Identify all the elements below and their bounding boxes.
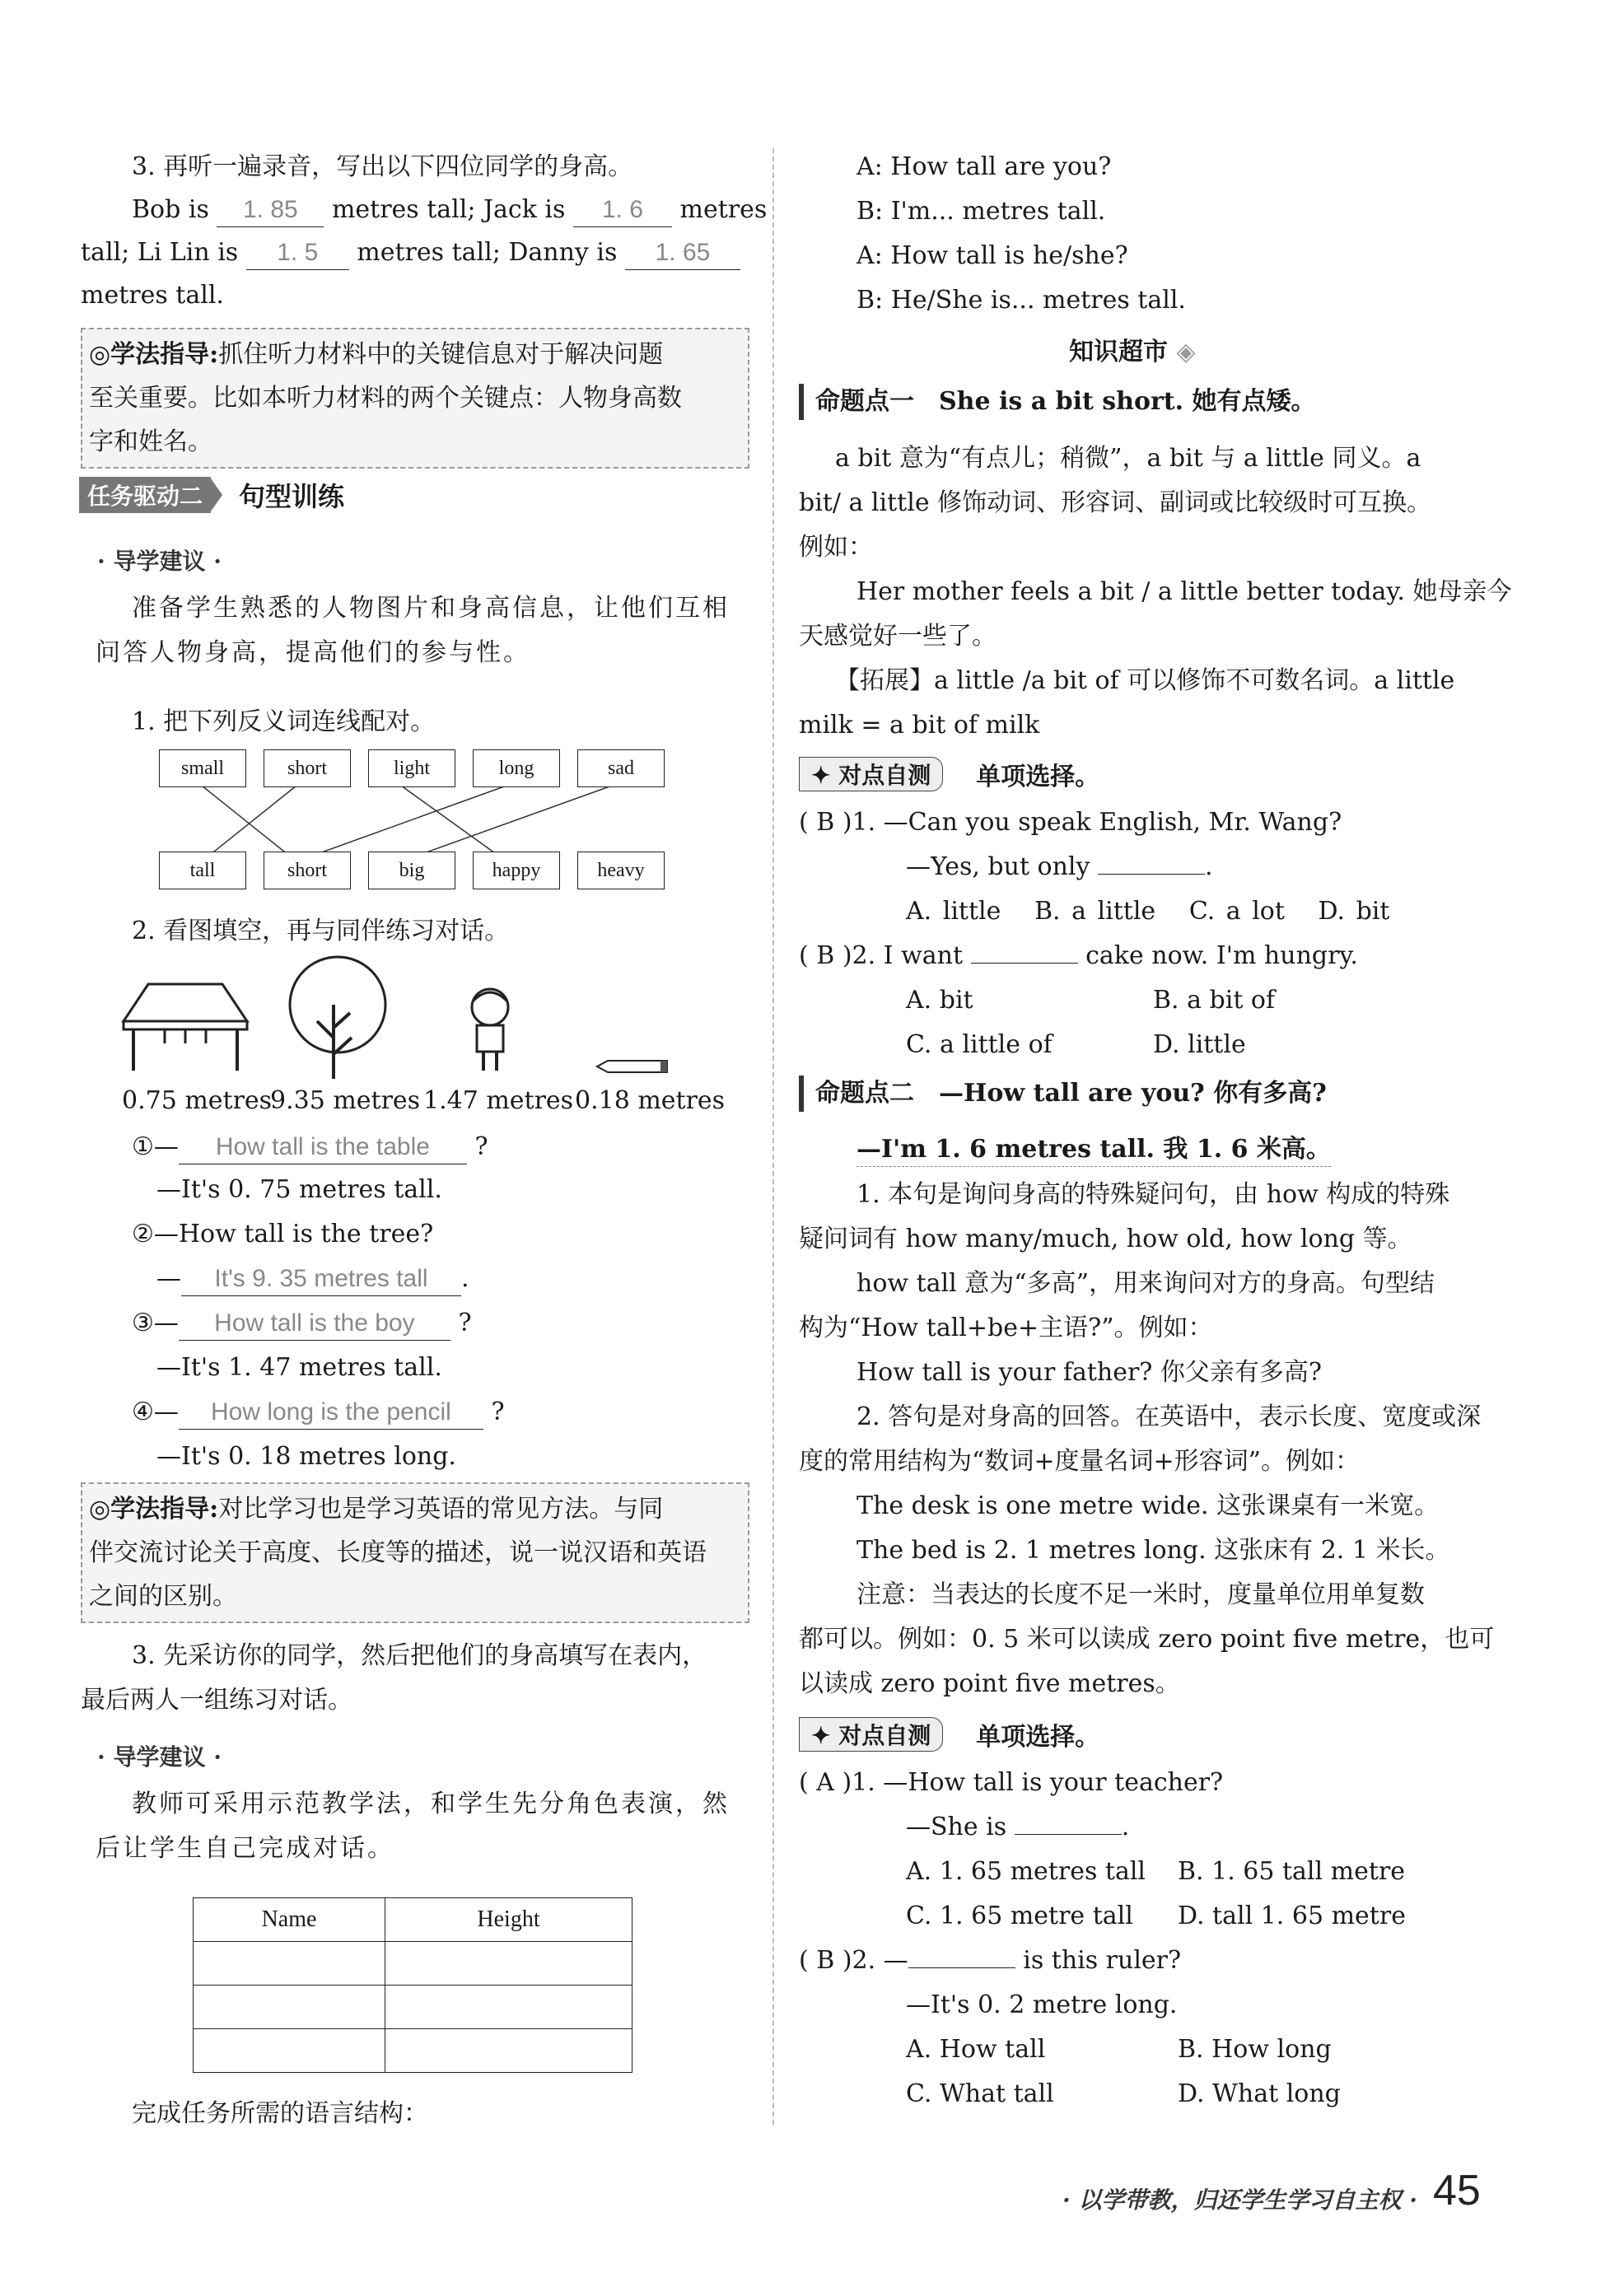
blank[interactable] xyxy=(1098,849,1205,875)
tree-icon xyxy=(284,955,391,1083)
task-banner: 任务驱动二 xyxy=(79,477,211,513)
height-table: 0.75 metres xyxy=(122,1086,273,1115)
st1-q2-option-b: B. a bit of xyxy=(1153,986,1276,1015)
kp2-line8: The desk is one metre wide. 这张课桌有一米宽。 xyxy=(857,1491,1440,1520)
st2-q2-reply: —It's 0. 2 metre long. xyxy=(906,1990,1178,2019)
line-long-short xyxy=(296,786,506,861)
kp2-line2: 疑问词有 how many/much, how old, how long 等。 xyxy=(799,1225,1412,1253)
height-tree: 9.35 metres xyxy=(270,1086,421,1115)
dialogue-4-reply: —It's 0. 18 metres long. xyxy=(156,1442,456,1471)
st2-q1-option-c: C. 1. 65 metre tall xyxy=(906,1902,1133,1930)
pencil-icon xyxy=(593,1054,675,1079)
table-cell[interactable] xyxy=(385,2029,632,2073)
word-tall: tall xyxy=(159,852,246,889)
height-survey-table xyxy=(193,1897,632,2073)
kp2-answer-line: —I'm 1. 6 metres tall. 我 1. 6 米高。 xyxy=(857,1128,1331,1167)
st2-q1: ( A )1. —How tall is your teacher? xyxy=(799,1768,1224,1797)
answer-d3: How tall is the boy xyxy=(179,1307,450,1341)
kp1-line3: 例如： xyxy=(799,533,873,562)
table-header-height: Height xyxy=(385,1898,632,1942)
q3-line2: tall; Li Lin is 1. 5 metres tall; Danny is 1. 65 xyxy=(81,231,740,275)
answer-d4: How long is the pencil xyxy=(179,1396,483,1430)
guide2-line2: 后让学生自己完成对话。 xyxy=(96,1834,394,1863)
table-header-name: Name xyxy=(194,1898,385,1942)
self-test-badge: ✦ 对点自测 xyxy=(799,757,943,791)
section-title: 句型训练 xyxy=(239,481,345,512)
st2-q1-option-d: D. tall 1. 65 metre xyxy=(1178,1902,1406,1930)
q3b-line1: 3. 先采访你的同学，然后把他们的身高填写在表内， xyxy=(132,1641,707,1670)
table-cell[interactable] xyxy=(194,1986,385,2029)
column-divider xyxy=(772,148,774,2125)
q3-line1: Bob is 1. 85 metres tall; Jack is 1. 6 metres xyxy=(132,188,767,232)
st2-q2-option-a: A. How tall xyxy=(906,2035,1046,2064)
dialogue-2-question: ②—How tall is the tree? xyxy=(132,1220,434,1248)
st1-q2: ( B )2. I want cake now. I'm hungry. xyxy=(799,934,1358,978)
kp2-line9: The bed is 2. 1 metres long. 这张床有 2. 1 米长。 xyxy=(857,1536,1450,1565)
language-structure-label: 完成任务所需的语言结构： xyxy=(132,2099,428,2128)
st2-q2: ( B )2. — is this ruler? xyxy=(799,1939,1181,1983)
self-test-badge: ✦ 对点自测 xyxy=(799,1717,943,1752)
kp1-line6: 【拓展】a little /a bit of 可以修饰不可数名词。a little xyxy=(835,666,1455,695)
table-cell[interactable] xyxy=(194,1942,385,1986)
st1-q2-option-a: A. bit xyxy=(906,986,973,1015)
q3-title: 3. 再听一遍录音，写出以下四位同学的身高。 xyxy=(132,152,633,181)
table-cell[interactable] xyxy=(194,2029,385,2073)
q1-instruction: 1. 把下列反义词连线配对。 xyxy=(132,707,436,736)
boy-icon xyxy=(457,984,523,1075)
study-tip-2: ◎学法指导:对比学习也是学习英语的常见方法。与同 伴交流讨论关于高度、长度等的描述，说一说汉语和英语 之间的区别。 xyxy=(81,1482,749,1623)
word-light: light xyxy=(368,749,455,787)
page-number: 45 xyxy=(1433,2167,1481,2214)
kp2-line11: 都可以。例如：0. 5 米可以读成 zero point five metre，也可 xyxy=(799,1625,1495,1654)
word-heavy: heavy xyxy=(577,852,665,889)
key-point-2: 命题点二 —How tall are you? 你有多高? xyxy=(799,1076,1327,1112)
guide-heading-1: · 导学建议 · xyxy=(97,548,222,575)
line-sad-happy xyxy=(401,786,612,861)
q2-instruction: 2. 看图填空，再与同伴练习对话。 xyxy=(132,917,510,945)
kp2-line4: 构为“How tall+be+主语?”。例如： xyxy=(799,1314,1213,1342)
model-dialogue-2: B: I'm... metres tall. xyxy=(857,197,1106,226)
answer-lilin: 1. 5 xyxy=(246,236,349,270)
kp1-line5: 天感觉好一些了。 xyxy=(799,622,997,651)
table-cell[interactable] xyxy=(385,1942,632,1986)
st1-q1-options: A. little B. a little C. a lot D. bit xyxy=(906,897,1390,926)
key-point-1: 命题点一 She is a bit short. 她有点矮。 xyxy=(799,384,1316,420)
st2-q1-reply: —She is . xyxy=(906,1805,1129,1850)
q3b-line2: 最后两人一组练习对话。 xyxy=(81,1686,352,1715)
kp2-line1: 1. 本句是询问身高的特殊疑问句，由 how 构成的特殊 xyxy=(857,1180,1450,1209)
word-short-top: short xyxy=(264,749,351,787)
kp2-line12: 以读成 zero point five metres。 xyxy=(799,1669,1180,1698)
footer-slogan: · 以学带教，归还学生学习自主权 · xyxy=(1062,2186,1417,2214)
model-dialogue-1: A: How tall are you? xyxy=(857,152,1112,181)
banner-arrow-icon xyxy=(211,478,222,511)
study-tip-1: ◎学法指导:抓住听力材料中的关键信息对于解决问题 至关重要。比如本听力材料的两个关键点：人物身高数 字和姓名。 xyxy=(81,328,749,469)
st1-q2-option-d: D. little xyxy=(1153,1030,1246,1059)
answer-jack: 1. 6 xyxy=(573,194,672,227)
st2-q2-option-c: C. What tall xyxy=(906,2079,1054,2108)
st2-q2-option-b: B. How long xyxy=(1178,2035,1332,2064)
word-long: long xyxy=(473,749,560,787)
word-sad: sad xyxy=(577,749,665,787)
dialogue-1-question: ①— How tall is the table ? xyxy=(132,1125,488,1169)
st2-q2-option-d: D. What long xyxy=(1178,2079,1341,2108)
dialogue-1-reply: —It's 0. 75 metres tall. xyxy=(156,1175,442,1204)
height-pencil: 0.18 metres xyxy=(575,1086,726,1115)
st1-q1-reply: —Yes, but only . xyxy=(906,845,1213,889)
word-happy: happy xyxy=(473,852,560,889)
dialogue-2-reply: — It's 9. 35 metres tall . xyxy=(156,1257,469,1301)
word-small: small xyxy=(159,749,246,787)
guide1-line2: 问答人物身高，提高他们的参与性。 xyxy=(96,638,530,667)
kp1-line1: a bit 意为“有点儿；稍微”，a bit 与 a little 同义。a xyxy=(835,444,1421,473)
dialogue-3-reply: —It's 1. 47 metres tall. xyxy=(156,1353,442,1382)
model-dialogue-3: A: How tall is he/she? xyxy=(857,241,1128,270)
blank[interactable] xyxy=(1015,1809,1122,1835)
q3-line3: metres tall. xyxy=(81,281,224,310)
kp2-line6: 2. 答句是对身高的回答。在英语中，表示长度、宽度或深 xyxy=(857,1402,1482,1431)
height-boy: 1.47 metres xyxy=(423,1086,574,1115)
kp1-line2: bit/ a little 修饰动词、形容词、副词或比较级时可互换。 xyxy=(799,488,1432,517)
line-light-heavy xyxy=(401,786,506,861)
dialogue-3-question: ③— How tall is the boy ? xyxy=(132,1301,472,1346)
table-icon xyxy=(115,959,255,1075)
kp2-line10: 注意：当表达的长度不足一米时，度量单位用单复数 xyxy=(857,1580,1425,1609)
blank[interactable] xyxy=(908,1943,1015,1968)
answer-d2: It's 9. 35 metres tall xyxy=(181,1262,461,1296)
answer-bob: 1. 85 xyxy=(217,194,324,227)
dialogue-4-question: ④— How long is the pencil ? xyxy=(132,1390,505,1435)
st2-q1-option-b: B. 1. 65 tall metre xyxy=(1178,1857,1406,1886)
task-header xyxy=(79,476,344,514)
model-dialogue-4: B: He/She is... metres tall. xyxy=(857,286,1186,315)
st1-q2-option-c: C. a little of xyxy=(906,1030,1053,1059)
st2-q1-option-a: A. 1. 65 metres tall xyxy=(906,1857,1146,1886)
kp1-line7: milk = a bit of milk xyxy=(799,711,1040,740)
kp2-line7: 度的常用结构为“数词+度量名词+形容词”。例如： xyxy=(799,1447,1360,1476)
answer-danny: 1. 65 xyxy=(625,236,740,270)
knowledge-market-heading: 知识超市 ◈ xyxy=(1069,338,1196,366)
answer-d1: How tall is the table xyxy=(179,1131,467,1164)
blank[interactable] xyxy=(971,938,1078,964)
word-big: big xyxy=(368,852,455,889)
self-test-2-header: ✦ 对点自测 单项选择。 xyxy=(799,1716,1099,1752)
guide-heading-2: · 导学建议 · xyxy=(97,1743,222,1771)
kp1-line4: Her mother feels a bit / a little better today. 她母亲今 xyxy=(857,577,1512,606)
guide1-line1: 准备学生熟悉的人物图片和身高信息，让他们互相 xyxy=(132,594,730,623)
kp2-line3: how tall 意为“多高”，用来询问对方的身高。句型结 xyxy=(857,1269,1435,1298)
table-cell[interactable] xyxy=(385,1986,632,2029)
guide2-line1: 教师可采用示范教学法，和学生先分角色表演，然 xyxy=(132,1790,730,1818)
word-short-bottom: short xyxy=(264,852,351,889)
diamond-icon: ◈ xyxy=(1176,338,1196,366)
st1-q1: ( B )1. —Can you speak English, Mr. Wang? xyxy=(799,808,1342,837)
self-test-1-header: ✦ 对点自测 单项选择。 xyxy=(799,756,1099,792)
kp2-line5: How tall is your father? 你父亲有多高? xyxy=(857,1358,1323,1387)
